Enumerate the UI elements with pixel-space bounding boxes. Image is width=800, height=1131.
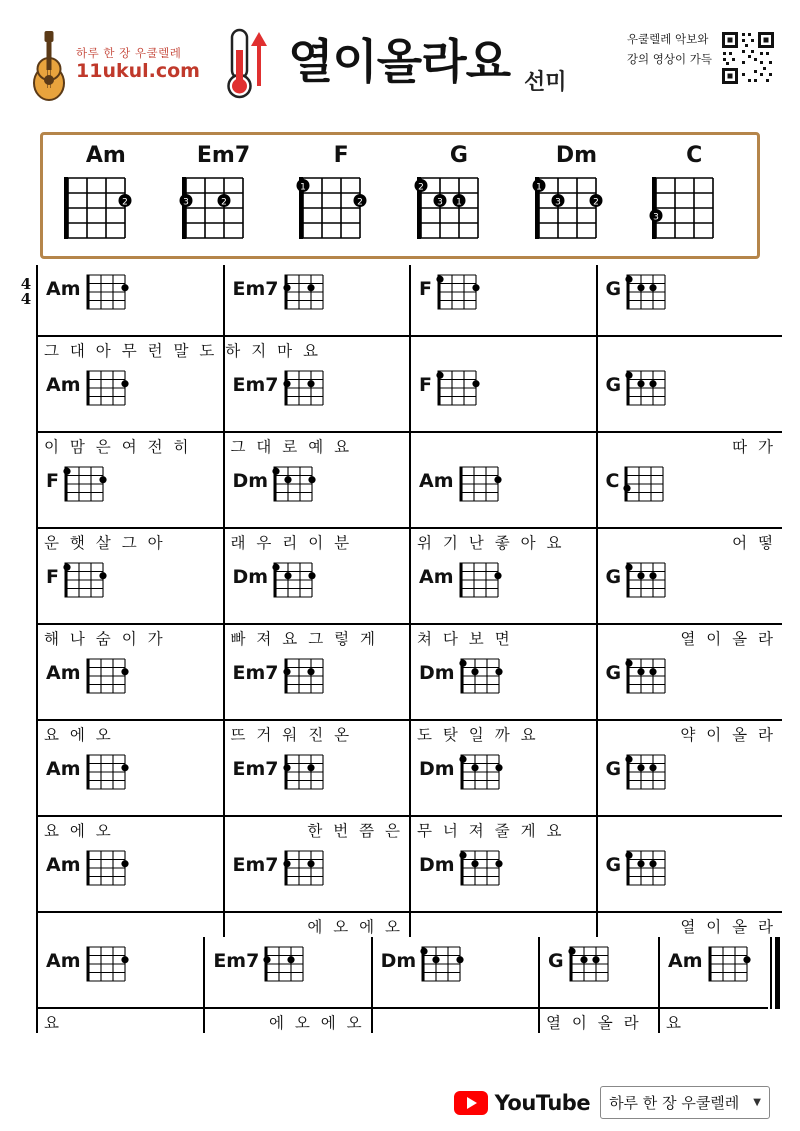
svg-text:2: 2	[220, 197, 227, 208]
chord-symbol: Am	[46, 278, 81, 300]
chord-symbol-group	[606, 367, 682, 407]
measure	[223, 649, 410, 745]
chord-symbol-group	[381, 943, 477, 983]
staff-rule	[598, 431, 783, 433]
chord-diagram	[457, 751, 515, 791]
chord-diagram	[566, 943, 624, 983]
chord-diagram	[281, 847, 339, 887]
chord-symbol: Dm	[419, 662, 455, 684]
chord-symbol: G	[547, 950, 564, 972]
measure	[36, 745, 223, 841]
chord-diagram	[635, 172, 753, 246]
chord-diagram	[623, 271, 681, 311]
chord-dictionary-entry	[400, 143, 518, 246]
chord-diagram	[281, 271, 339, 311]
youtube-play-icon	[454, 1091, 488, 1115]
lyric-text: 열 이 올 라	[545, 1014, 642, 1032]
time-signature	[18, 277, 34, 307]
staff-line	[18, 649, 782, 745]
chord-symbol: Em7	[232, 758, 279, 780]
lyric-text: 한 번 쯤 은	[307, 822, 403, 840]
chord-diagram	[47, 172, 165, 246]
lyric-text: 도 탓 일 까 요	[417, 726, 539, 744]
chord-symbol-group	[606, 751, 682, 791]
promo-line-1: 우쿨렐레 악보와	[626, 32, 709, 46]
staff-rule	[38, 815, 223, 817]
chord-diagram	[400, 172, 518, 246]
staff-rule	[411, 623, 596, 625]
staff-rule	[225, 911, 410, 913]
staff-rule	[38, 527, 223, 529]
chord-symbol: Dm	[380, 950, 417, 972]
time-signature-numerator: 4	[20, 275, 32, 293]
lyric-text: 열 이 올 라	[680, 918, 776, 936]
measure	[36, 937, 203, 1033]
youtube-label: YouTube	[494, 1090, 591, 1115]
chord-symbol: Dm	[232, 470, 269, 492]
measure	[223, 361, 410, 457]
measure	[596, 649, 783, 745]
staff-line	[18, 745, 782, 841]
chord-symbol-group	[606, 559, 682, 599]
page-title: 열이올라요	[287, 34, 510, 90]
chord-symbol: G	[605, 374, 622, 396]
title-block	[222, 24, 567, 102]
chord-diagram	[83, 655, 141, 695]
lyric-text: 요 에 오	[44, 726, 114, 744]
staff-line	[18, 553, 782, 649]
chord-symbol-group	[419, 655, 515, 695]
lyric-text: 요	[665, 1014, 684, 1032]
chord-symbol-group	[606, 847, 682, 887]
chord-diagram	[623, 847, 681, 887]
svg-text:1: 1	[300, 182, 307, 193]
chord-symbol-group	[233, 463, 329, 503]
staff-line	[18, 457, 782, 553]
measure	[538, 937, 658, 1033]
chord-diagram	[83, 847, 141, 887]
chord-symbol-group	[419, 271, 492, 311]
lyric-text: 운 햇 살 그 아	[44, 534, 166, 552]
measure	[409, 553, 596, 649]
chord-symbol-group	[233, 271, 339, 311]
lyric-text: 에 오 에 오	[307, 918, 403, 936]
chord-symbol-group	[419, 463, 514, 503]
chord-diagram	[623, 751, 681, 791]
staff-rule	[38, 623, 223, 625]
youtube-badge[interactable]	[454, 1091, 590, 1115]
lyric-text: 그 대 아 무 런 말 도 하 지 마 요	[44, 342, 321, 360]
lyric-text: 요	[44, 1014, 62, 1032]
chevron-down-icon: ▼	[753, 1097, 761, 1108]
lyric-text: 약 이 올 라	[680, 726, 776, 744]
chord-symbol: Am	[419, 566, 454, 588]
time-signature-denominator: 4	[20, 290, 32, 308]
lyric-text: 따 가	[732, 438, 776, 456]
chord-symbol: Am	[46, 854, 81, 876]
chord-symbol: Am	[667, 950, 703, 972]
svg-text:3: 3	[554, 197, 561, 208]
measure	[596, 553, 783, 649]
staff-rule	[373, 1007, 538, 1009]
chord-symbol: Am	[419, 470, 454, 492]
chord-diagram	[281, 751, 339, 791]
chord-dictionary-name: Am	[85, 143, 126, 168]
chord-dictionary-entry	[47, 143, 165, 246]
staff-rule	[225, 815, 410, 817]
measure	[36, 457, 223, 553]
promo-line-2: 강의 영상이 가득	[626, 51, 712, 66]
chord-diagram	[61, 559, 119, 599]
measure	[596, 457, 783, 553]
staff-rule	[225, 431, 410, 433]
chord-diagram	[83, 367, 141, 407]
brand-url[interactable]: 11ukul.com	[76, 60, 200, 83]
measure	[596, 361, 783, 457]
chord-symbol: Am	[46, 758, 81, 780]
chord-symbol-group	[46, 463, 119, 503]
chord-symbol: G	[605, 278, 622, 300]
final-barline	[768, 937, 782, 1033]
measure	[409, 457, 596, 553]
chord-symbol: Am	[46, 374, 81, 396]
chord-diagram	[61, 463, 119, 503]
chord-diagram	[623, 655, 681, 695]
lyric-text: 래 우 리 이 분	[230, 534, 353, 552]
chord-symbol-group	[419, 847, 515, 887]
chord-symbol: F	[419, 278, 432, 300]
svg-text:3: 3	[653, 212, 660, 223]
chord-symbol: Dm	[232, 566, 269, 588]
chord-symbol-group	[668, 943, 763, 983]
chord-diagram	[261, 943, 319, 983]
chord-symbol-group	[46, 751, 141, 791]
chord-symbol: Dm	[419, 758, 455, 780]
svg-text:3: 3	[182, 197, 189, 208]
lyric-text: 뜨 거 워 진 온	[230, 726, 353, 744]
measure	[223, 457, 410, 553]
chord-symbol-group	[46, 271, 141, 311]
staff-rule	[540, 1007, 658, 1009]
chord-symbol-group	[606, 271, 682, 311]
ukulele-icon	[28, 28, 70, 102]
chord-dictionary-entry	[282, 143, 400, 246]
staff-rule	[660, 1007, 768, 1009]
measure	[409, 841, 596, 937]
chord-symbol: Am	[46, 662, 81, 684]
measure	[36, 841, 223, 937]
staff-rule	[411, 527, 596, 529]
measure	[223, 553, 410, 649]
chord-diagram	[83, 751, 141, 791]
chord-diagram	[705, 943, 763, 983]
svg-text:1: 1	[455, 197, 462, 208]
chord-symbol: Am	[46, 950, 81, 972]
chord-symbol-group	[233, 847, 339, 887]
measure	[409, 649, 596, 745]
chord-dictionary	[40, 132, 760, 259]
chord-dictionary-entry	[165, 143, 283, 246]
staff-rule	[411, 719, 596, 721]
chord-symbol-group	[606, 655, 682, 695]
qr-code-icon[interactable]	[720, 30, 776, 86]
staff-rule	[38, 911, 223, 913]
chord-diagram	[281, 655, 339, 695]
svg-text:2: 2	[417, 182, 424, 193]
measure	[36, 553, 223, 649]
staff-rule	[38, 335, 223, 337]
chord-dictionary-entry	[635, 143, 753, 246]
chord-symbol-group	[419, 559, 514, 599]
measure	[36, 361, 223, 457]
staff-rule	[411, 911, 596, 913]
sheet-body	[0, 259, 800, 1033]
chord-symbol-group	[606, 463, 680, 503]
chord-diagram	[623, 367, 681, 407]
staff-line	[18, 937, 782, 1033]
chord-diagram	[623, 559, 681, 599]
chord-diagram	[518, 172, 636, 246]
brand-tagline: 하루 한 장 우쿨렐레	[76, 45, 182, 60]
chord-symbol-group	[233, 367, 339, 407]
staff-rule	[205, 1007, 370, 1009]
chord-diagram	[418, 943, 476, 983]
chord-symbol-group	[46, 559, 119, 599]
lyric-text: 열 이 올 라	[680, 630, 776, 648]
chord-diagram	[270, 559, 328, 599]
footer	[454, 1086, 770, 1119]
lyric-text: 그 대 로 예 요	[230, 438, 353, 456]
chord-symbol-group	[46, 655, 141, 695]
measure	[223, 841, 410, 937]
chord-diagram	[270, 463, 328, 503]
chord-symbol: Em7	[213, 950, 260, 972]
staff-rule	[38, 1007, 203, 1009]
measure	[596, 265, 783, 361]
chord-symbol: Em7	[232, 374, 279, 396]
staff-rule	[411, 335, 596, 337]
measure	[409, 745, 596, 841]
staff-line	[18, 841, 782, 937]
staff-rule	[225, 719, 410, 721]
chord-symbol-group	[233, 559, 329, 599]
staff-rule	[38, 719, 223, 721]
measure	[409, 361, 596, 457]
chord-dictionary-name: G	[449, 143, 468, 168]
chord-symbol-group	[233, 751, 339, 791]
measure	[658, 937, 768, 1033]
chord-symbol: F	[419, 374, 432, 396]
svg-text:2: 2	[357, 197, 364, 208]
chord-symbol-group	[46, 847, 141, 887]
svg-text:2: 2	[121, 197, 128, 208]
chord-symbol: G	[605, 758, 622, 780]
svg-text:1: 1	[535, 182, 542, 193]
chord-dictionary-name: Em7	[196, 143, 251, 168]
chord-diagram	[281, 367, 339, 407]
chord-diagram	[456, 463, 514, 503]
measure	[596, 745, 783, 841]
chord-diagram	[457, 655, 515, 695]
chord-diagram	[621, 463, 679, 503]
staff-rule	[225, 335, 410, 337]
staff-rule	[411, 431, 596, 433]
staff-rule	[598, 815, 783, 817]
staff-line	[18, 361, 782, 457]
staff-rule	[225, 623, 410, 625]
staff-rule	[411, 815, 596, 817]
measure	[409, 265, 596, 361]
thermometer-up-arrow-icon	[222, 24, 278, 102]
chord-symbol-group	[419, 751, 515, 791]
chord-symbol-group	[46, 367, 141, 407]
chord-symbol-group	[548, 943, 624, 983]
chord-dictionary-entry	[518, 143, 636, 246]
chord-symbol: Em7	[232, 278, 279, 300]
staff-rule	[598, 623, 783, 625]
chord-symbol-group	[46, 943, 141, 983]
staff-line	[18, 265, 782, 361]
chord-symbol: F	[46, 566, 59, 588]
chord-diagram	[434, 367, 492, 407]
chord-symbol: G	[605, 566, 622, 588]
lyric-text: 이 맘 은 여 전 히	[44, 438, 192, 456]
lyric-text: 어 떻	[732, 534, 776, 552]
chord-symbol: G	[605, 854, 622, 876]
chord-dictionary-name: F	[333, 143, 349, 168]
chord-dictionary-name: Dm	[555, 143, 598, 168]
chord-dictionary-name: C	[686, 143, 703, 168]
lyric-text: 위 기 난 좋 아 요	[417, 534, 565, 552]
chord-symbol: Em7	[232, 854, 279, 876]
chord-diagram	[457, 847, 515, 887]
channel-label: 하루 한 장 우쿨렐레	[609, 1094, 740, 1112]
chord-diagram	[434, 271, 492, 311]
chord-symbol-group	[233, 655, 339, 695]
page-header	[0, 0, 800, 118]
staff-rule	[225, 527, 410, 529]
staff-rule	[598, 335, 783, 337]
staff-rule	[598, 527, 783, 529]
measure	[36, 649, 223, 745]
lyric-text: 에 오 에 오	[268, 1014, 365, 1032]
measure	[596, 841, 783, 937]
chord-symbol-group	[419, 367, 492, 407]
staff-rule	[38, 431, 223, 433]
lyric-text: 해 나 숨 이 가	[44, 630, 166, 648]
measure	[371, 937, 538, 1033]
chord-symbol: C	[605, 470, 620, 492]
chord-diagram	[165, 172, 283, 246]
chord-symbol: Em7	[232, 662, 279, 684]
measure	[223, 265, 410, 361]
staff-rule	[598, 911, 783, 913]
lyric-text: 쳐 다 보 면	[417, 630, 513, 648]
chord-symbol: F	[46, 470, 59, 492]
chord-diagram	[282, 172, 400, 246]
promo-block	[627, 30, 776, 86]
svg-text:3: 3	[436, 197, 443, 208]
chord-symbol-group	[213, 943, 319, 983]
chord-symbol: G	[605, 662, 622, 684]
measure	[223, 745, 410, 841]
artist-name: 선미	[524, 70, 567, 95]
chord-symbol: Dm	[419, 854, 455, 876]
measure	[203, 937, 370, 1033]
staff-rule	[598, 719, 783, 721]
lyric-text: 빠 져 요 그 렇 게	[230, 630, 378, 648]
chord-diagram	[83, 271, 141, 311]
lyric-text: 무 너 져 줄 게 요	[417, 822, 565, 840]
brand	[28, 28, 200, 102]
chord-diagram	[83, 943, 141, 983]
channel-button[interactable]	[600, 1086, 770, 1119]
lyric-text: 요 에 오	[44, 822, 114, 840]
svg-text:2: 2	[592, 197, 599, 208]
chord-diagram	[456, 559, 514, 599]
